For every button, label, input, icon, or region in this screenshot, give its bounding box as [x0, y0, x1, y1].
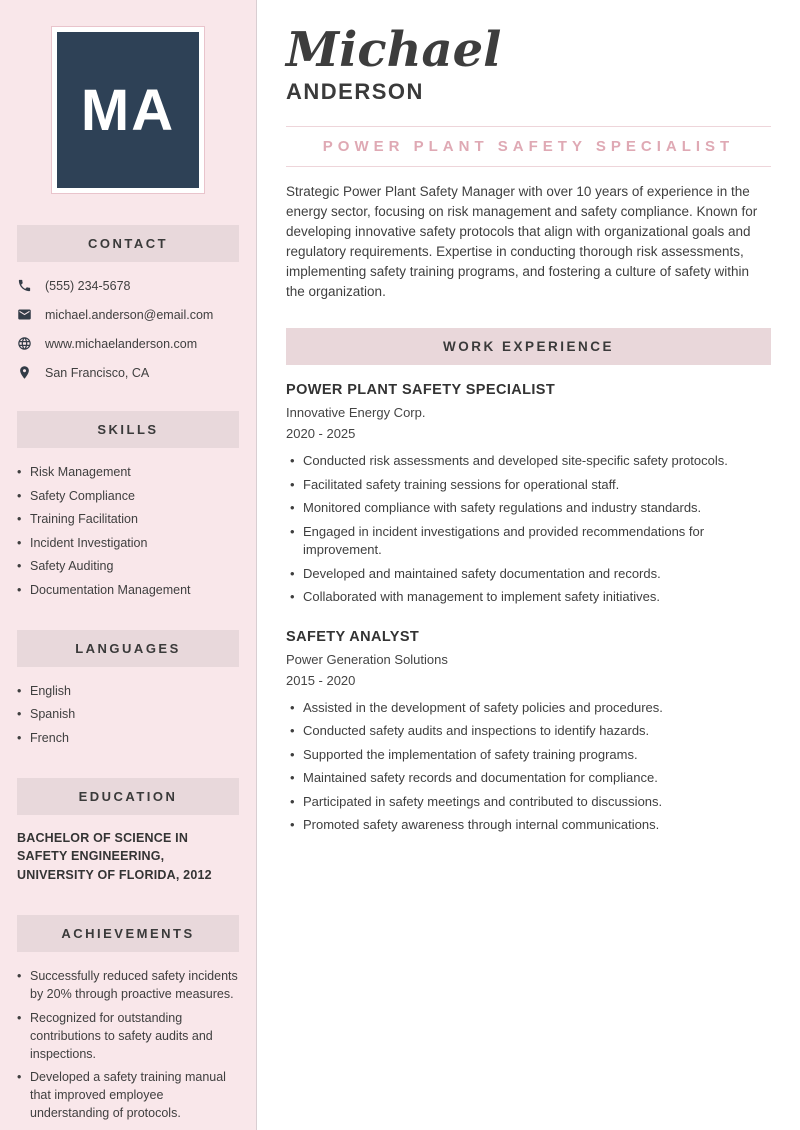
job-bullet: • Participated in safety meetings and contributed to discussions. [286, 793, 771, 812]
contact-list [17, 278, 239, 380]
job-bullet-list [286, 452, 771, 607]
contact-phone: (555) 234-5678 [45, 278, 131, 293]
education-degree: BACHELOR OF SCIENCE IN SAFETY ENGINEERING, UNIVERSITY OF FLORIDA, 2012 [17, 830, 212, 882]
job-bullet: • Maintained safety records and documentation for compliance. [286, 769, 771, 788]
job-title-banner: POWER PLANT SAFETY SPECIALIST [286, 126, 771, 167]
job-bullet: • Monitored compliance with safety regulations and industry standards. [286, 499, 771, 518]
skill-item: • Safety Compliance [17, 487, 239, 505]
skills-list [17, 463, 239, 599]
contact-location: San Francisco, CA [45, 365, 150, 380]
contact-row-location [17, 365, 239, 380]
job-title: POWER PLANT SAFETY SPECIALIST [286, 382, 556, 398]
work-experience-section-header: WORK EXPERIENCE [286, 328, 771, 365]
skill-item: • Incident Investigation [17, 534, 239, 552]
job-company: Power Generation Solutions [286, 651, 448, 667]
job-bullet: • Assisted in the development of safety policies and procedures. [286, 699, 771, 718]
job-dates: 2020 - 2025 [286, 426, 356, 441]
job-bullet-list [286, 699, 771, 835]
contact-row-email [17, 307, 239, 322]
email-icon [17, 307, 32, 322]
profile-initials: MA [57, 32, 199, 188]
first-name: Michael [286, 22, 502, 78]
achievement-item: • Successfully reduced safety incidents by 20% through proactive measures. [17, 967, 239, 1003]
language-item: • French [17, 729, 239, 747]
contact-email: michael.anderson@email.com [45, 307, 214, 322]
phone-icon [17, 278, 32, 293]
job-bullet: • Promoted safety awareness through internal communications. [286, 816, 771, 835]
job-company: Innovative Energy Corp. [286, 405, 426, 420]
achievements-section-header: ACHIEVEMENTS [17, 915, 239, 952]
main-content [257, 0, 800, 1130]
job-bullet: • Engaged in incident investigations and provided recommendations for improvement. [286, 523, 771, 560]
skill-item: • Risk Management [17, 463, 239, 481]
languages-list [17, 682, 239, 747]
language-item: • Spanish [17, 705, 239, 723]
languages-section-header: LANGUAGES [17, 630, 239, 667]
skills-section-header: SKILLS [17, 411, 239, 448]
profile-summary: Strategic Power Plant Safety Manager with over 10 years of experience in the energy sector, focusing on risk management and safety compliance. Known for developing innovative safety protocols that align with organizational goals and regulatory requirements. Expertise in conducting thorough risk assessments, implementing safety training programs, and fostering a culture of safety within the organization. [286, 184, 758, 299]
job-bullet: • Conducted risk assessments and developed site-specific safety protocols. [286, 452, 771, 471]
language-item: • English [17, 682, 239, 700]
job-dates: 2015 - 2020 [286, 672, 356, 688]
job-title: SAFETY ANALYST [286, 628, 420, 645]
job-bullet: • Facilitated safety training sessions for operational staff. [286, 476, 771, 495]
contact-row-website [17, 336, 239, 351]
skill-item: • Documentation Management [17, 581, 239, 599]
profile-photo-frame [51, 26, 205, 194]
contact-section-header: CONTACT [17, 225, 239, 262]
contact-row-phone [17, 278, 239, 293]
job-bullet: • Conducted safety audits and inspections to identify hazards. [286, 722, 771, 741]
contact-website: www.michaelanderson.com [45, 336, 198, 351]
job-bullet: • Collaborated with management to implement safety initiatives. [286, 588, 771, 607]
achievement-item: • Developed a safety training manual that improved employee understanding of protocols. [17, 1068, 239, 1122]
globe-icon [17, 336, 32, 351]
last-name: ANDERSON [286, 79, 424, 104]
job-entry [286, 629, 771, 835]
sidebar [0, 0, 257, 1130]
job-entry [286, 382, 771, 607]
job-bullet: • Developed and maintained safety documentation and records. [286, 565, 771, 584]
job-bullet: • Supported the implementation of safety training programs. [286, 746, 771, 765]
location-icon [17, 365, 32, 380]
achievements-list [17, 967, 239, 1122]
education-section-header: EDUCATION [17, 778, 239, 815]
skill-item: • Safety Auditing [17, 557, 239, 575]
skill-item: • Training Facilitation [17, 510, 239, 528]
achievement-item: • Recognized for outstanding contributions to safety audits and inspections. [17, 1009, 239, 1063]
